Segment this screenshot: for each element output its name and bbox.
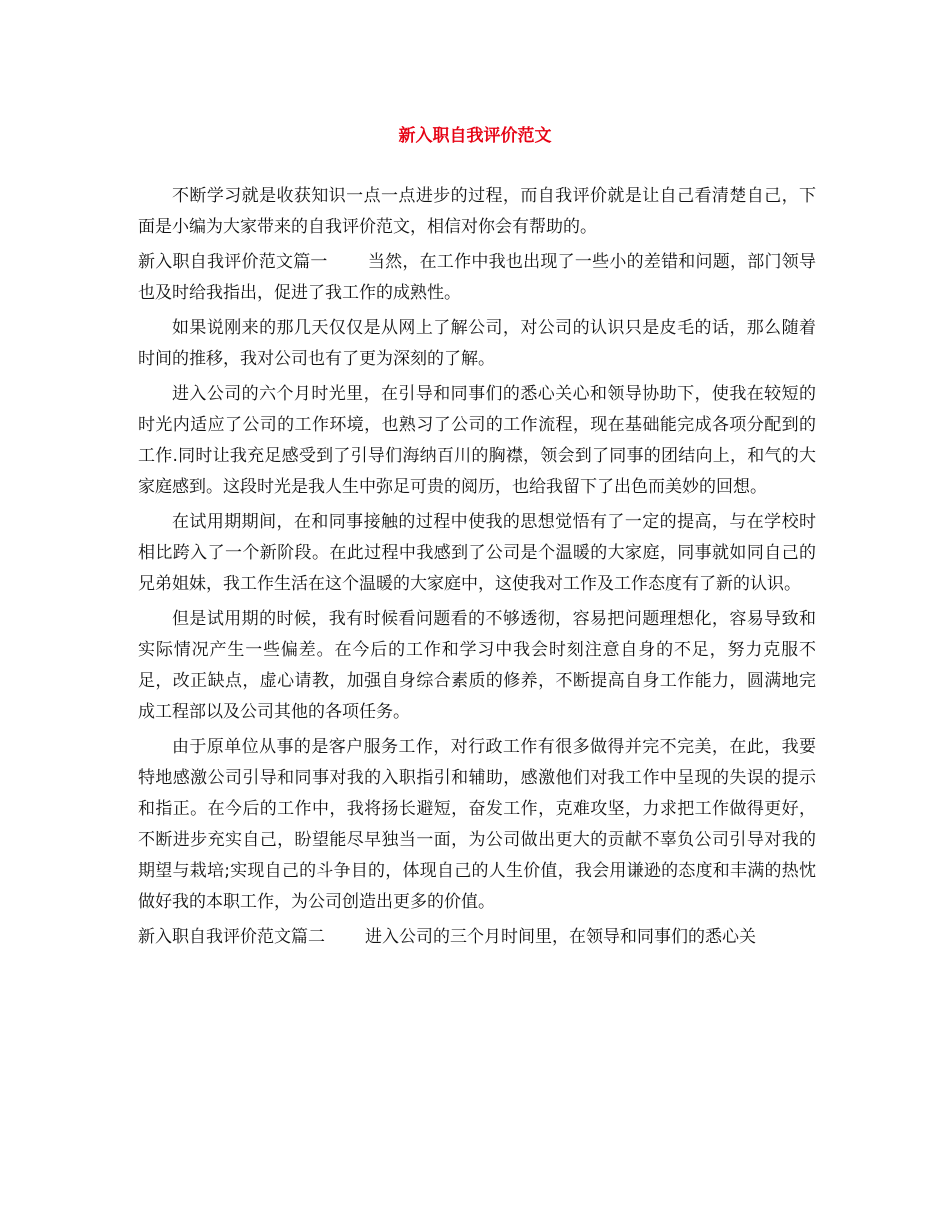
paragraph-4: 进入公司的六个月时光里，在引导和同事们的悉心关心和领导协助下，使我在较短的时光内适应了公司的工作环境，也熟习了公司的工作流程，现在基础能完成各项分配到的工作.同时让我充足感受到了引导们海纳百川的胸襟，领会到了同事的团结向上，和气的大家庭感到。这段时光是我人生中弥足可贵的阅历，也给我留下了出色而美妙的回想。 bbox=[138, 384, 816, 497]
paragraph-6: 但是试用期的时候，我有时候看问题看的不够透彻，容易把问题理想化，容易导致和实际情况产生一些偏差。在今后的工作和学习中我会时刻注意自身的不足，努力克服不足，改正缺点，虚心请教，加强自身综合素质的修养，不断提高自身工作能力，圆满地完成工程部以及公司其他的各项任务。 bbox=[138, 609, 816, 722]
paragraph-7: 由于原单位从事的是客户服务工作，对行政工作有很多做得并完不完美，在此，我要特地感激公司引导和同事对我的入职指引和辅助，感激他们对我工作中呈现的失误的提示和指正。在今后的工作中，我将扬长避短，奋发工作，克难攻坚，力求把工作做得更好，不断进步充实自己，盼望能尽早独当一面，为公司做出更大的贡献不辜负公司引导对我的期望与栽培;实现自己的斗争目的，体现自己的人生价值，我会用谦逊的态度和丰满的热忱做好我的本职工作，为公司创造出更多的价值。 bbox=[138, 737, 816, 912]
paragraph-section-2 bbox=[138, 922, 816, 953]
paragraph-3: 如果说刚来的那几天仅仅是从网上了解公司，对公司的认识只是皮毛的话，那么随着时间的推移，我对公司也有了更为深刻的了解。 bbox=[138, 318, 816, 369]
section-2-text: 进入公司的三个月时间里，在领导和同事们的悉心关 bbox=[365, 927, 756, 947]
paragraph-5: 在试用期期间，在和同事接触的过程中使我的思想觉悟有了一定的提高，与在学校时相比跨入了一个新阶段。在此过程中我感到了公司是个温暖的大家庭，同事就如同自己的兄弟姐妹，我工作生活在这个温暖的大家庭中，这使我对工作及工作态度有了新的认识。 bbox=[138, 512, 816, 594]
section-heading-1: 新入职自我评价范文篇一 bbox=[138, 252, 328, 272]
paragraph-section-1 bbox=[138, 247, 816, 309]
section-heading-2: 新入职自我评价范文篇二 bbox=[138, 927, 325, 947]
document-body bbox=[138, 181, 816, 957]
paragraph-intro: 不断学习就是收获知识一点一点进步的过程，而自我评价就是让自己看清楚自己，下面是小编为大家带来的自我评价范文，相信对你会有帮助的。 bbox=[138, 186, 816, 237]
page-title: 新入职自我评价范文 bbox=[398, 126, 552, 146]
section-1-text: 当然，在工作中我也出现了一些小的差错和问题，部门领导也及时给我指出，促进了我工作的成熟性。 bbox=[138, 252, 817, 303]
